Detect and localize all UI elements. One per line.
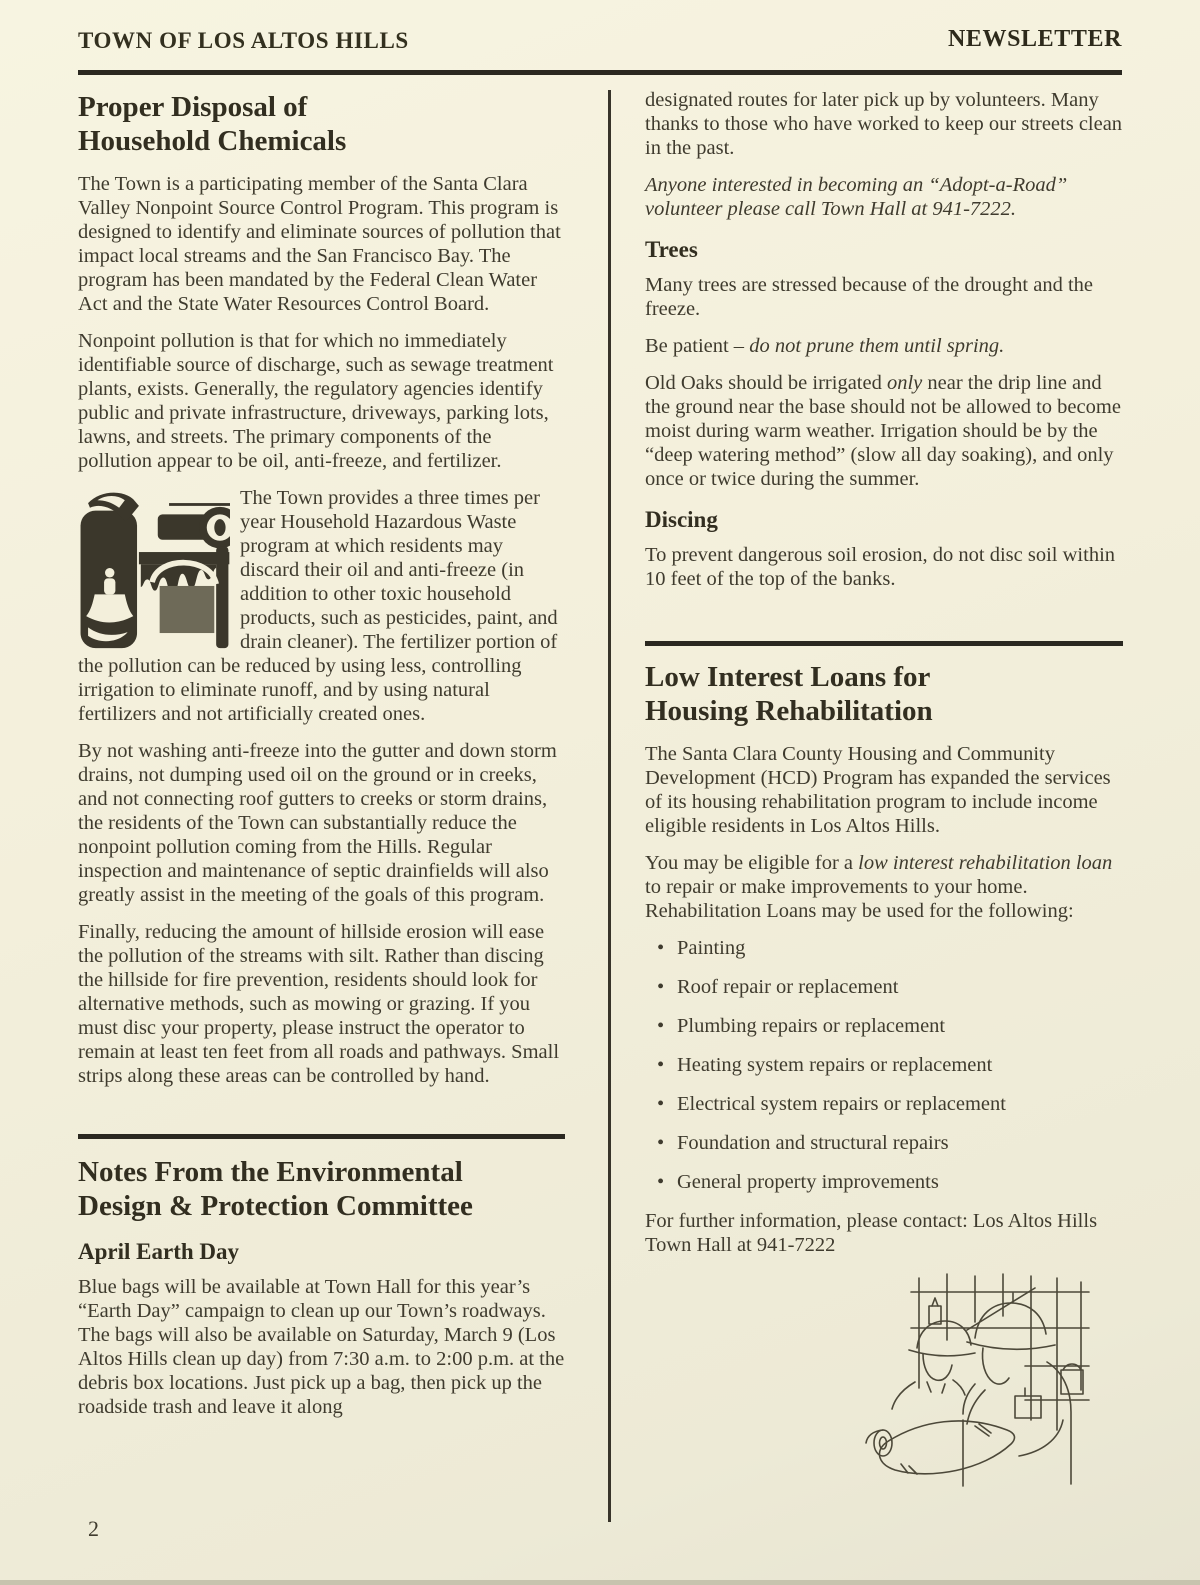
- adopt-a-road-note: Anyone interested in becoming an “Adopt-a-Road” volunteer please call Town Hall at 941-7222.: [645, 174, 1068, 220]
- bullet-icon: •: [657, 976, 665, 998]
- paragraph: The Santa Clara County Housing and Community Development (HCD) Program has expanded the services of its housing rehabilitation program to include income eligible residents in Los Altos Hills.: [645, 743, 1111, 837]
- subheading-discing: Discing: [645, 507, 718, 532]
- title-line: Low Interest Loans for: [645, 661, 931, 693]
- title-line: Notes From the Environmental: [78, 1156, 463, 1188]
- list-item-label: Electrical system repairs or replacement: [677, 1093, 1006, 1115]
- bullet-icon: •: [657, 937, 665, 959]
- paragraph: Nonpoint pollution is that for which no immediately identifiable source of discharge, such as sewage treatment plants, exists. Generally, the regulatory agencies identify public and private infrastructure, driveways, parking lots, lawns, and streets. The primary components of the pollution appear to be oil, anti-freeze, and fertilizer.: [78, 330, 554, 472]
- bullet-icon: •: [657, 1132, 665, 1154]
- article-title-low-interest-loans: [645, 660, 1123, 728]
- paragraph: The Town is a participating member of the Santa Clara Valley Nonpoint Source Control Program. This program is designed to identify and eliminate sources of pollution that impact local streams and the San Francisco Bay. The program has been mandated by the Federal Clean Water Act and the State Water Resources Control Board.: [78, 173, 561, 315]
- title-line: Design & Protection Committee: [78, 1190, 473, 1222]
- article-title-committee-notes: [78, 1155, 565, 1223]
- title-line: Proper Disposal of: [78, 91, 308, 123]
- italic-run: low interest rehabilitation loan: [858, 852, 1113, 874]
- right-column: [645, 88, 1123, 1520]
- list-item-label: Heating system repairs or replacement: [677, 1054, 993, 1076]
- bullet-icon: •: [657, 1171, 665, 1193]
- list-item-label: Foundation and structural repairs: [677, 1132, 949, 1154]
- paragraph: designated routes for later pick up by volunteers. Many thanks to those who have worked to keep our streets clean in the past.: [645, 89, 1123, 159]
- title-line: Household Chemicals: [78, 125, 347, 157]
- section-divider: [645, 641, 1123, 646]
- contact-info: For further information, please contact: Los Altos Hills Town Hall at 941-7222: [645, 1210, 1098, 1256]
- construction-workers-illustration: [857, 1270, 1105, 1520]
- subheading-trees: Trees: [645, 237, 698, 262]
- list-item: [645, 1170, 1123, 1194]
- section-divider: [78, 1134, 565, 1139]
- list-item: [645, 975, 1123, 999]
- paragraph: [645, 371, 1123, 491]
- title-line: Housing Rehabilitation: [645, 695, 933, 727]
- paragraph: [645, 334, 1123, 358]
- list-item: [645, 1014, 1123, 1038]
- bullet-icon: •: [657, 1054, 665, 1076]
- paragraph: To prevent dangerous soil erosion, do not disc soil within 10 feet of the top of the banks.: [645, 544, 1116, 590]
- masthead-newsletter-label: NEWSLETTER: [947, 26, 1122, 52]
- list-item-label: General property improvements: [677, 1171, 939, 1193]
- list-item: [645, 1053, 1123, 1077]
- text-run: near the drip line and the ground near the base should not be allowed to become moist during warm weather. Irrigation should be by the “deep watering method” (slow all day soaking), and only once or twice during the summer.: [645, 372, 1121, 490]
- list-item: [645, 1131, 1123, 1155]
- text-run: Old Oaks should be irrigated: [645, 372, 887, 394]
- paragraph: Finally, reducing the amount of hillside erosion will ease the pollution of the streams with silt. Rather than discing the hillside for fire prevention, residents should look for alternative methods, such as mowing or grazing. If you must disc your property, please instruct the operator to remain at least ten feet from all roads and pathways. Small strips along these areas can be controlled by hand.: [78, 921, 560, 1087]
- page-number: 2: [88, 1516, 99, 1541]
- paragraph: The Town provides a three times per year Household Hazardous Waste program at which residents may discard their oil and anti-freeze (in addition to other toxic household products, such as pesticides, paint, and drain cleaner). The fertilizer portion of the pollution can be reduced by using less, controlling irrigation to eliminate runoff, and by using natural fertilizers and not artificially created ones.: [78, 487, 558, 725]
- masthead-town-name: TOWN OF LOS ALTOS HILLS: [78, 28, 409, 53]
- text-run: Be patient –: [645, 335, 750, 357]
- paragraph-with-art: [78, 486, 565, 739]
- paragraph: Many trees are stressed because of the drought and the freeze.: [645, 274, 1093, 320]
- left-column: [78, 90, 565, 1432]
- bullet-icon: •: [657, 1093, 665, 1115]
- list-item-label: Plumbing repairs or replacement: [677, 1015, 946, 1037]
- subheading-april-earth-day: April Earth Day: [78, 1239, 239, 1264]
- list-item-label: Roof repair or replacement: [677, 976, 899, 998]
- italic-run: do not prune them until spring.: [749, 335, 1005, 357]
- text-run: You may be eligible for a: [645, 852, 859, 874]
- paragraph: [645, 851, 1123, 923]
- paragraph: By not washing anti-freeze into the gutter and down storm drains, not dumping used oil on the ground or in creeks, and not connecting roof gutters to creeks or storm drains, the residents of the Town can substantially reduce the nonpoint pollution coming from the Hills. Regular inspection and maintenance of septic drainfields will also greatly assist in the meeting of the goals of this program.: [78, 740, 557, 906]
- paragraph: Blue bags will be available at Town Hall for this year’s “Earth Day” campaign to clean up our Town’s roadways. The bags will also be available on Saturday, March 9 (Los Altos Hills clean up day) from 7:30 a.m. to 2:00 p.m. at the debris box locations. Just pick up a bag, then pick up the roadside trash and leave it along: [78, 1276, 565, 1418]
- masthead-rule: [78, 70, 1122, 75]
- article-title-proper-disposal: [78, 90, 565, 158]
- loan-uses-list: [645, 936, 1123, 1194]
- bullet-icon: •: [657, 1015, 665, 1037]
- column-divider: [608, 90, 611, 1522]
- italic-run: only: [886, 372, 923, 394]
- paint-supplies-illustration: [78, 488, 230, 636]
- text-run: to repair or make improvements to your home. Rehabilitation Loans may be used for the following:: [645, 876, 1074, 922]
- list-item-label: Painting: [677, 937, 746, 959]
- list-item: [645, 936, 1123, 960]
- list-item: [645, 1092, 1123, 1116]
